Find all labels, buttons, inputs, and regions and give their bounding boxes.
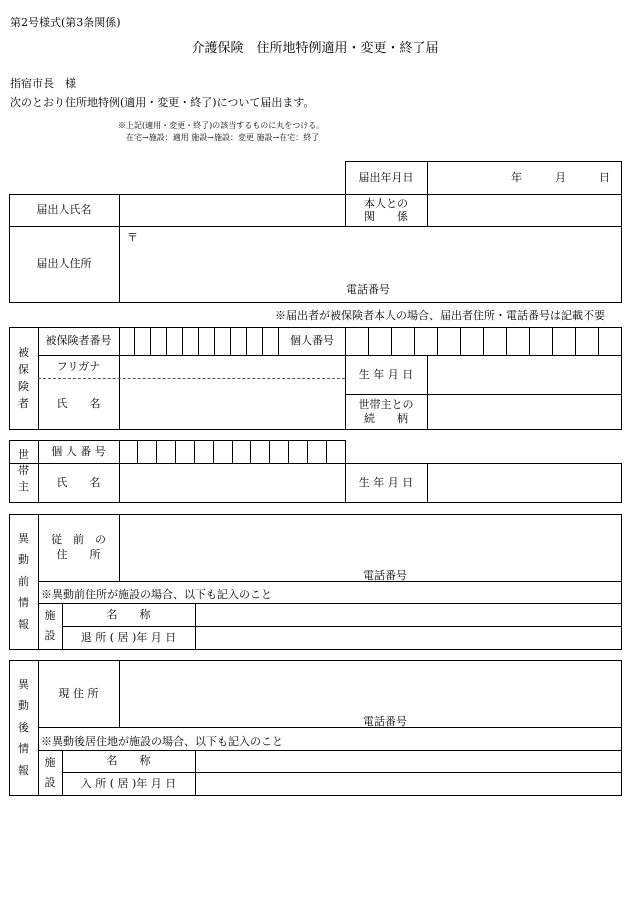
- current-address-label: 現 住 所: [58, 686, 99, 700]
- insured-birth-label: 生 年 月 日: [358, 367, 414, 381]
- before-move-section-label: 異 動 前 情 報: [18, 531, 29, 631]
- notifier-footnote: ※届出者が被保険者本人の場合、届出者住所・電話番号は記載不要: [275, 309, 605, 322]
- intro-text: 次のとおり住所地特例(適用・変更・終了)について届出ます。: [10, 96, 315, 109]
- current-facility-note: ※異動後居住地が施設の場合、以下も記入のこと: [41, 735, 283, 748]
- circle-note-detail: 在宅→施設：適用 施設→施設：変更 施設→在宅：終了: [126, 133, 320, 142]
- previous-phone-label: 電話番号: [363, 569, 407, 582]
- householder-relation-field[interactable]: [428, 395, 620, 428]
- current-address-field[interactable]: [120, 661, 620, 711]
- householder-relation-label: 世帯主との 続 柄: [358, 398, 414, 425]
- previous-facility-name-label: 名 称: [106, 607, 151, 621]
- previous-facility-name-field[interactable]: [196, 604, 620, 625]
- previous-address-label: 従 前 の 住 所: [51, 532, 106, 561]
- postal-mark: 〒: [127, 231, 138, 244]
- furigana-field[interactable]: [120, 356, 344, 377]
- leave-date-field[interactable]: [196, 627, 620, 648]
- insured-number-boxes[interactable]: [119, 327, 279, 355]
- form-title: 介護保険 住所地特例適用・変更・終了届: [191, 41, 439, 56]
- notifier-name-label: 届出人氏名: [36, 203, 92, 217]
- current-facility-name-field[interactable]: [196, 751, 620, 771]
- circle-note: ※上記(適用・変更・終了)の該当するものに丸をつける。: [118, 121, 325, 130]
- householder-name-field[interactable]: [120, 464, 344, 501]
- entry-date-label: 入 所 ( 居 )年 月 日: [80, 776, 177, 790]
- leave-date-label: 退 所 ( 居 )年 月 日: [80, 630, 177, 644]
- relation-label: 本人との 関 係: [364, 196, 408, 223]
- householder-name-label: 氏 名: [56, 475, 101, 489]
- previous-facility-note: ※異動前住所が施設の場合、以下も記入のこと: [41, 588, 272, 601]
- insured-personal-number-boxes[interactable]: [345, 327, 621, 355]
- insured-name-field[interactable]: [120, 380, 344, 428]
- notifier-address-label: 届出人住所: [36, 257, 92, 271]
- insured-section-label: 被 保 険 者: [18, 345, 29, 411]
- relation-field[interactable]: [428, 195, 620, 225]
- notifier-address-field[interactable]: [120, 227, 620, 277]
- after-move-section-label: 異 動 後 情 報: [18, 677, 29, 777]
- insured-number-label: 被保険者番号: [45, 334, 112, 348]
- insured-personal-number-label: 個人番号: [290, 334, 334, 348]
- current-phone-label: 電話番号: [363, 715, 407, 728]
- householder-birth-label: 生 年 月 日: [358, 475, 414, 489]
- notify-date-label: 届出年月日: [358, 170, 414, 184]
- insured-birth-field[interactable]: [428, 356, 620, 393]
- householder-section-label: 世 帯 主: [18, 448, 29, 493]
- entry-date-field[interactable]: [196, 773, 620, 794]
- furigana-label: フリガナ: [56, 359, 101, 373]
- addressee: 指宿市長 様: [10, 77, 76, 90]
- previous-address-field[interactable]: [120, 515, 620, 565]
- notify-date-field[interactable]: 年 月 日: [511, 170, 610, 184]
- householder-birth-field[interactable]: [428, 464, 620, 501]
- insured-name-label: 氏 名: [56, 396, 101, 410]
- current-facility-label: 施 設: [44, 755, 56, 789]
- form-number: 第2号様式(第3条関係): [10, 16, 121, 29]
- current-facility-name-label: 名 称: [106, 754, 151, 768]
- notifier-name-field[interactable]: [120, 195, 344, 225]
- previous-facility-label: 施 設: [44, 609, 56, 642]
- notifier-phone-label: 電話番号: [346, 283, 390, 296]
- householder-personal-number-boxes[interactable]: [119, 440, 345, 463]
- householder-personal-number-label: 個 人 番 号: [51, 444, 106, 458]
